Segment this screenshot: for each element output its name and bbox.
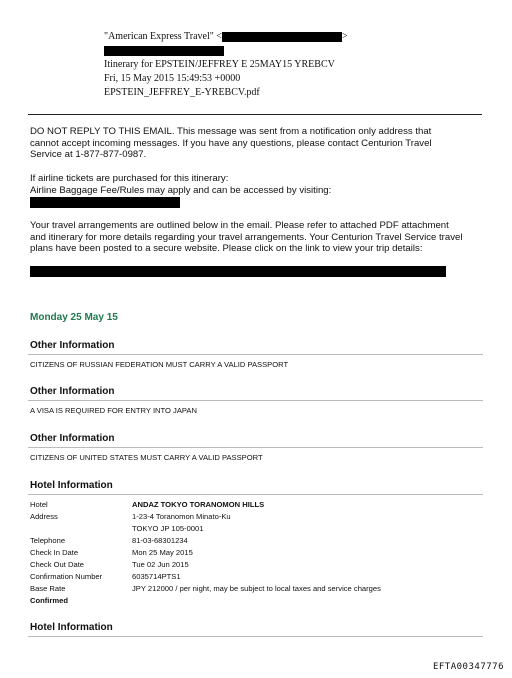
notice-line: cannot accept incoming messages. If you have any questions, please contact Centurion Travel bbox=[30, 137, 432, 149]
header-divider bbox=[28, 114, 482, 115]
subject-value: Itinerary for EPSTEIN/JEFFREY E 25MAY15 YREBCV bbox=[104, 59, 335, 70]
section-title: Other Information bbox=[30, 340, 115, 351]
notice-line: Service at 1-877-877-0987. bbox=[30, 149, 147, 161]
date-value: Fri, 15 May 2015 15:49:53 +0000 bbox=[104, 73, 241, 84]
day-heading: Monday 25 May 15 bbox=[30, 312, 118, 323]
checkin-value: Mon 25 May 2015 bbox=[132, 548, 193, 557]
confirmation-value: 6035714PTS1 bbox=[132, 572, 181, 581]
section-title: Other Information bbox=[30, 433, 115, 444]
hotel-name: ANDAZ TOKYO TORANOMON HILLS bbox=[132, 500, 265, 509]
address-line: 1-23-4 Toranomon Minato-Ku bbox=[132, 512, 231, 521]
confirmation-label: Confirmation Number bbox=[30, 572, 103, 581]
airline-line: Airline Baggage Fee/Rules may apply and can be accessed by visiting: bbox=[30, 184, 332, 196]
redaction-bar bbox=[30, 266, 446, 277]
redaction-bar bbox=[30, 197, 180, 208]
section-text: CITIZENS OF UNITED STATES MUST CARRY A VALID PASSPORT bbox=[30, 453, 263, 462]
to-value bbox=[104, 44, 224, 57]
attachment-file[interactable]: EPSTEIN_JEFFREY_E-YREBCV.pdf bbox=[104, 87, 260, 98]
arrangements-line: and itinerary for more details regarding your travel arrangements. Your Centurion Travel Service travel bbox=[30, 231, 463, 243]
from-value bbox=[104, 30, 348, 43]
no-reply-notice bbox=[30, 126, 490, 161]
section-title: Other Information bbox=[30, 386, 115, 397]
telephone-value: 81-03-68301234 bbox=[132, 536, 188, 545]
redaction-bar bbox=[104, 46, 224, 56]
from-suffix: > bbox=[341, 31, 348, 42]
section-divider bbox=[28, 354, 483, 355]
rate-label: Base Rate bbox=[30, 584, 66, 593]
redaction-bar bbox=[222, 32, 342, 42]
hotel-label: Hotel bbox=[30, 500, 48, 509]
airline-line: If airline tickets are purchased for this itinerary: bbox=[30, 173, 229, 184]
arrangements-line: plans have been posted to a secure website. Please click on the link to view your trip details: bbox=[30, 243, 423, 255]
checkout-value: Tue 02 Jun 2015 bbox=[132, 560, 189, 569]
section-divider bbox=[28, 400, 483, 401]
hotel-section-title: Hotel Information bbox=[30, 480, 113, 491]
document-id: EFTA00347776 bbox=[432, 662, 504, 672]
address-line: TOKYO JP 105-0001 bbox=[132, 524, 204, 533]
section-divider bbox=[28, 636, 483, 637]
hotel-section-title: Hotel Information bbox=[30, 622, 113, 633]
section-text: A VISA IS REQUIRED FOR ENTRY INTO JAPAN bbox=[30, 406, 197, 415]
telephone-label: Telephone bbox=[30, 536, 66, 545]
trip-link-redacted[interactable] bbox=[30, 266, 490, 278]
rate-value: JPY 212000 / per night, may be subject to local taxes and service charges bbox=[132, 584, 381, 593]
section-text: CITIZENS OF RUSSIAN FEDERATION MUST CARRY A VALID PASSPORT bbox=[30, 360, 289, 369]
status-badge: Confirmed bbox=[30, 596, 68, 605]
address-label: Address bbox=[30, 512, 58, 521]
notice-line: DO NOT REPLY TO THIS EMAIL. This message was sent from a notification only address that bbox=[30, 126, 432, 137]
section-divider bbox=[28, 447, 483, 448]
airline-baggage-notice bbox=[30, 173, 490, 209]
arrangements-line: Your travel arrangements are outlined below in the email. Please refer to attached PDF attachment bbox=[30, 220, 449, 231]
section-divider bbox=[28, 494, 483, 495]
checkin-label: Check In Date bbox=[30, 548, 79, 557]
baggage-link-redacted[interactable] bbox=[30, 197, 490, 209]
from-sender: "American Express Travel" < bbox=[104, 31, 222, 42]
checkout-label: Check Out Date bbox=[30, 560, 85, 569]
travel-arrangements-text bbox=[30, 220, 490, 277]
